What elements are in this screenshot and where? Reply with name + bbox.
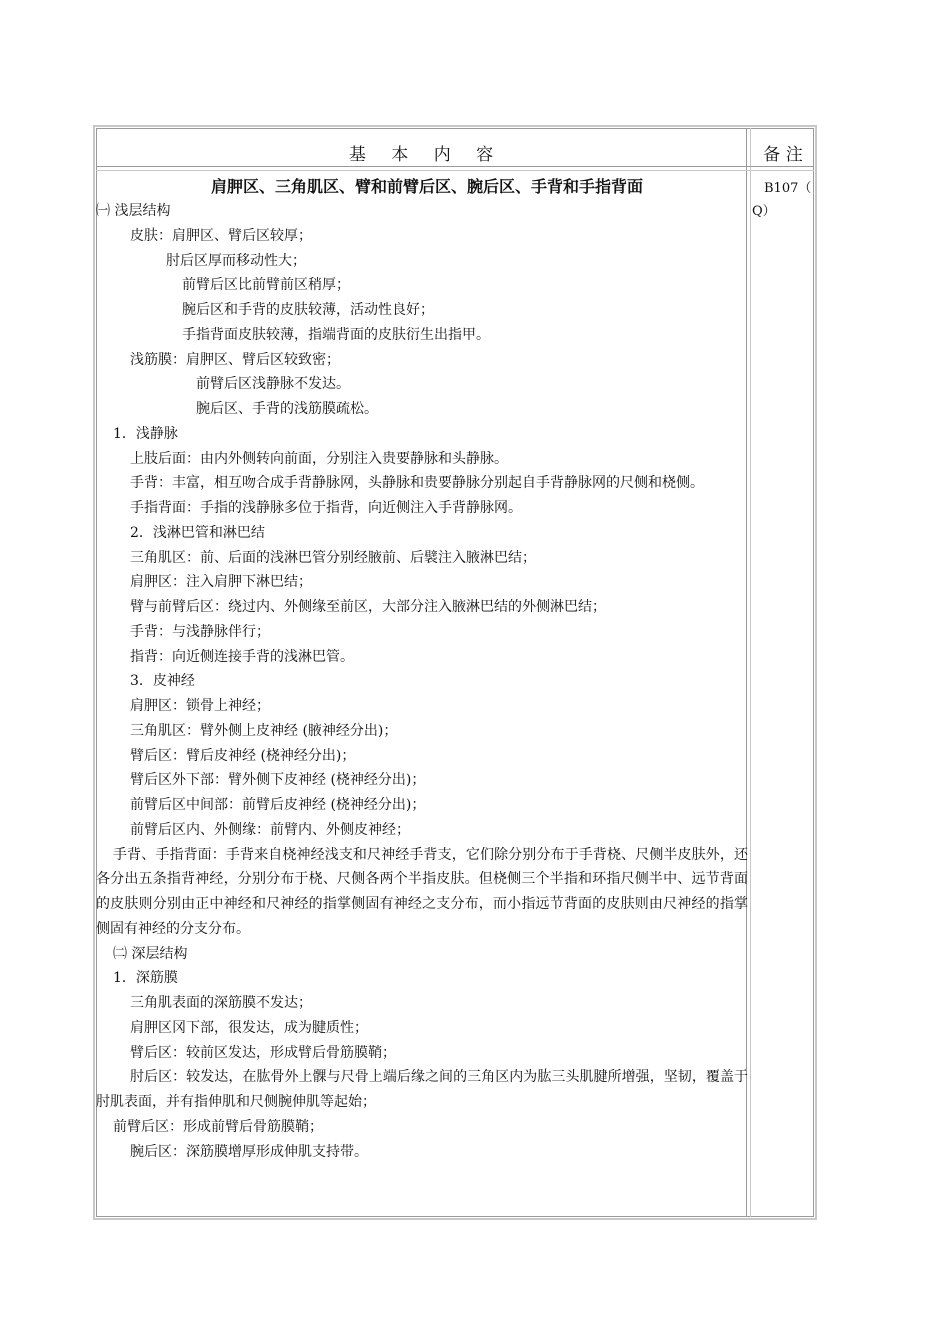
text-paragraph: 手背、手指背面：手背来自桡神经浅支和尺神经手背支，它们除分别分布于手背桡、尺侧半皮肤外，还各分出五条指背神经，分别分布于桡、尺侧各两个半指皮肤。但桡侧三个半指和环指尺侧半中、远节背面的皮肤则分别由正中神经和尺神经的指掌侧固有神经之支分布，而小指远节背面的皮肤则由尺神经的指掌侧固有神经的分支分布。 bbox=[96, 846, 748, 937]
notes-cell bbox=[752, 177, 814, 223]
header-divider bbox=[96, 166, 814, 167]
subheading: 1．深筋膜 bbox=[113, 970, 178, 987]
header-basic-content: 基 本 内 容 bbox=[348, 145, 494, 165]
text-line: 三角肌区：前、后面的浅淋巴管分别经腋前、后襞注入腋淋巴结； bbox=[130, 549, 536, 566]
content-cell bbox=[96, 174, 748, 1164]
text-line: 皮肤：肩胛区、臂后区较厚； bbox=[130, 227, 312, 244]
text-line: 前臂后区浅静脉不发达。 bbox=[196, 376, 350, 393]
section-heading-superficial: ㈠ 浅层结构 bbox=[96, 203, 171, 219]
text-line: 腕后区：深筋膜增厚形成伸肌支持带。 bbox=[130, 1143, 368, 1160]
text-line: 三角肌表面的深筋膜不发达； bbox=[130, 995, 312, 1011]
text-line: 前臂后区比前臂前区稍厚； bbox=[182, 277, 350, 294]
text-line: 浅筋膜：肩胛区、臂后区较致密； bbox=[130, 351, 340, 368]
text-line: 手背：与浅静脉伴行； bbox=[130, 623, 270, 640]
text-line: 腕后区、手背的浅筋膜疏松。 bbox=[196, 401, 378, 417]
text-line: 上肢后面：由内外侧转向前面，分别注入贵要静脉和头静脉。 bbox=[130, 450, 508, 467]
text-line: 手指背面皮肤较薄，指端背面的皮肤衍生出指甲。 bbox=[182, 326, 490, 343]
text-line: 肩胛区冈下部，很发达，成为腱质性； bbox=[130, 1019, 368, 1036]
text-line: 腕后区和手背的皮肤较薄，活动性良好； bbox=[182, 302, 434, 318]
text-line: 肘后区厚而移动性大； bbox=[166, 252, 306, 269]
text-paragraph: 手背：丰富，相互吻合成手背静脉网，头静脉和贵要静脉分别起自手背静脉网的尺侧和桡侧。 bbox=[130, 475, 704, 492]
note-code: B107（ bbox=[764, 181, 812, 196]
header-notes: 备 注 bbox=[763, 145, 803, 165]
text-line: 臂后区：较前区发达，形成臂后骨筋膜鞘； bbox=[130, 1044, 396, 1061]
text-line: 臂后区外下部：臂外侧下皮神经 (桡神经分出)； bbox=[130, 772, 426, 789]
header-divider-shadow bbox=[96, 170, 814, 171]
text-line: 三角肌区：臂外侧上皮神经 (腋神经分出)； bbox=[130, 722, 398, 739]
text-line: 肩胛区：锁骨上神经； bbox=[130, 698, 270, 714]
text-line: 臂后区：臂后皮神经 (桡神经分出)； bbox=[130, 747, 356, 764]
section-heading-deep: ㈡ 深层结构 bbox=[113, 945, 188, 962]
text-line: 前臂后区内、外侧缘：前臂内、外侧皮神经； bbox=[130, 821, 410, 838]
text-line: 手指背面：手指的浅静脉多位于指背，向近侧注入手背静脉网。 bbox=[130, 500, 522, 516]
note-code-continued: Q） bbox=[752, 204, 776, 219]
text-paragraph: 肘后区：较发达，在肱骨外上髁与尺骨上端后缘之间的三角区内为肱三头肌腱所增强，坚韧，覆盖于肘肌表面，并有指伸肌和尺侧腕伸肌等起始； bbox=[96, 1069, 748, 1110]
subheading: 2．浅淋巴管和淋巴结 bbox=[130, 524, 265, 541]
text-line: 指背：向近侧连接手背的浅淋巴管。 bbox=[130, 648, 354, 665]
text-line: 肩胛区：注入肩胛下淋巴结； bbox=[130, 574, 312, 591]
subheading: 1．浅静脉 bbox=[113, 425, 178, 442]
subheading: 3．皮神经 bbox=[130, 673, 195, 690]
column-divider-shadow bbox=[750, 128, 751, 1217]
text-line: 臂与前臂后区：绕过内、外侧缘至前区，大部分注入腋淋巴结的外侧淋巴结； bbox=[130, 599, 606, 615]
text-line: 前臂后区中间部：前臂后皮神经 (桡神经分出)； bbox=[130, 797, 426, 813]
text-line: 前臂后区：形成前臂后骨筋膜鞘； bbox=[113, 1118, 323, 1135]
section-title: 肩胛区、三角肌区、臂和前臂后区、腕后区、手背和手指背面 bbox=[210, 177, 643, 196]
